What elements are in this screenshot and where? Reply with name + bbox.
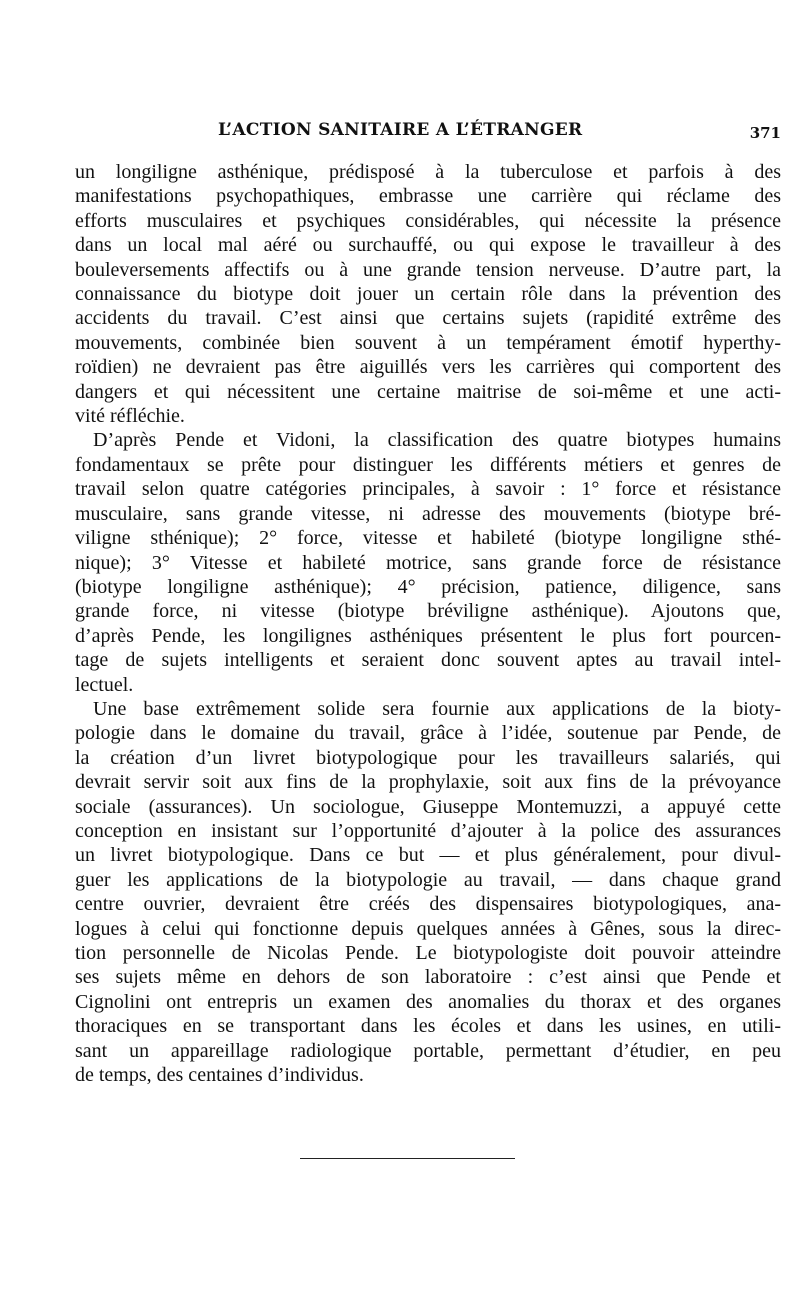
text-line: conception en insistant sur l’opportunité d’ajouter à la police des assurances — [75, 819, 781, 842]
text-line: thoraciques en se transportant dans les écoles et dans les usines, en utili- — [75, 1015, 781, 1038]
paragraph — [75, 697, 781, 1088]
body-text — [75, 160, 781, 1087]
text-line: bouleversements affectifs ou à une grande tension nerveuse. D’autre part, la — [75, 258, 781, 281]
text-line: dans un local mal aéré ou surchauffé, ou qui expose le travailleur à des — [75, 234, 781, 257]
text-line: musculaire, sans grande vitesse, ni adresse des mouvements (biotype bré- — [75, 502, 781, 525]
running-title: L’ACTION SANITAIRE A L’ÉTRANGER — [218, 120, 583, 140]
text-line: Une base extrêmement solide sera fournie aux applications de la bioty- — [93, 697, 781, 720]
text-line: accidents du travail. C’est ainsi que certains sujets (rapidité extrême des — [75, 307, 781, 330]
text-line: fondamentaux se prête pour distinguer les différents métiers et genres de — [75, 453, 781, 476]
end-rule — [300, 1158, 515, 1159]
text-line: tage de sujets intelligents et seraient donc souvent aptes au travail intel- — [75, 649, 781, 672]
text-line: connaissance du biotype doit jouer un certain rôle dans la prévention des — [75, 283, 781, 306]
text-line: nique); 3° Vitesse et habileté motrice, sans grande force de résistance — [75, 551, 781, 574]
text-line: viligne sthénique); 2° force, vitesse et habileté (biotype longiligne sthé- — [75, 527, 781, 550]
text-line: la création d’un livret biotypologique pour les travailleurs salariés, qui — [75, 746, 781, 769]
text-line: sociale (assurances). Un sociologue, Giuseppe Montemuzzi, a appuyé cette — [75, 795, 781, 818]
text-line: Cignolini ont entrepris un examen des anomalies du thorax et des organes — [75, 990, 781, 1013]
text-line: devrait servir soit aux fins de la prophylaxie, soit aux fins de la prévoyance — [75, 771, 781, 794]
text-line: pologie dans le domaine du travail, grâce à l’idée, soutenue par Pende, de — [75, 722, 781, 745]
paragraph — [75, 160, 781, 428]
text-line: logues à celui qui fonctionne depuis quelques années à Gênes, sous la direc- — [75, 917, 781, 940]
text-line: manifestations psychopathiques, embrasse une carrière qui réclame des — [75, 185, 781, 208]
text-line: roïdien) ne devraient pas être aiguillés vers les carrières qui comportent des — [75, 356, 781, 379]
text-line: dangers et qui nécessitent une certaine maitrise de soi-même et une acti- — [75, 380, 781, 403]
text-line: grande force, ni vitesse (biotype bréviligne asthénique). Ajoutons que, — [75, 600, 781, 623]
page-header — [75, 120, 781, 150]
text-line: D’après Pende et Vidoni, la classification des quatre biotypes humains — [93, 429, 781, 452]
text-line: travail selon quatre catégories principales, à savoir : 1° force et résistance — [75, 478, 781, 501]
text-line: mouvements, combinée bien souvent à un tempérament émotif hyperthy- — [75, 331, 781, 354]
text-line: un longiligne asthénique, prédisposé à la tuberculose et parfois à des — [75, 161, 781, 183]
page-number: 371 — [749, 124, 781, 142]
text-line: lectuel. — [75, 673, 134, 696]
text-line: sant un appareillage radiologique portable, permettant d’étudier, en peu — [75, 1039, 781, 1062]
text-line: (biotype longiligne asthénique); 4° précision, patience, diligence, sans — [75, 575, 781, 598]
paragraph — [75, 428, 781, 696]
text-line: d’après Pende, les longilignes asthéniques présentent le plus fort pourcen- — [75, 624, 781, 647]
text-line: efforts musculaires et psychiques considérables, qui nécessite la présence — [75, 209, 781, 232]
text-line: guer les applications de la biotypologie au travail, — dans chaque grand — [75, 868, 781, 891]
text-line: tion personnelle de Nicolas Pende. Le biotypologiste doit pouvoir atteindre — [75, 942, 781, 964]
text-line: de temps, des centaines d’individus. — [75, 1064, 364, 1087]
text-line: centre ouvrier, devraient être créés des dispensaires biotypologiques, ana- — [75, 893, 781, 916]
text-line: un livret biotypologique. Dans ce but — et plus généralement, pour divul- — [75, 844, 781, 867]
text-line: vité réfléchie. — [75, 405, 185, 428]
text-line: ses sujets même en dehors de son laboratoire : c’est ainsi que Pende et — [75, 966, 781, 989]
